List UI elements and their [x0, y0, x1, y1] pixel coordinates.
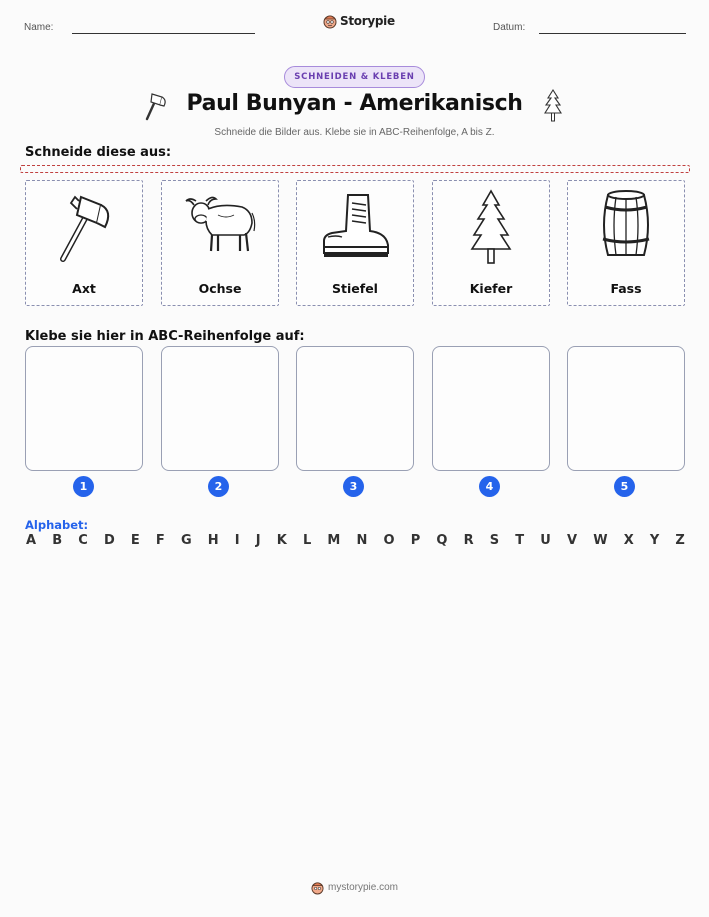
paste-box-2[interactable] [161, 346, 279, 471]
cut-section-label: Schneide diese aus: [25, 145, 172, 160]
letter: T [515, 533, 525, 548]
paste-box-1[interactable] [25, 346, 143, 471]
letter: E [130, 533, 140, 548]
letter: L [302, 533, 312, 548]
instructions: Schneide die Bilder aus. Klebe sie in ABC-Reihenfolge, A bis Z. [214, 127, 495, 138]
letter: P [410, 533, 421, 548]
name-line[interactable] [72, 33, 255, 34]
card-label: Axt [72, 281, 96, 296]
date-line[interactable] [539, 33, 686, 34]
letter: U [540, 533, 551, 548]
letter: K [276, 533, 287, 548]
cut-line [20, 165, 690, 173]
storypie-mascot-icon [311, 880, 324, 895]
number-badge-1: 1 [73, 476, 94, 497]
footer-url[interactable]: mystorypie.com [327, 882, 398, 893]
letter: Z [675, 533, 685, 548]
card-label: Ochse [198, 281, 242, 296]
paste-box-4[interactable] [432, 346, 550, 471]
brand-name: Storypie [340, 14, 395, 28]
letter: F [155, 533, 165, 548]
storypie-mascot-icon [323, 13, 337, 29]
letter: V [567, 533, 578, 548]
ox-icon [182, 191, 258, 257]
cut-card-fass[interactable] [567, 180, 685, 306]
letter: Y [649, 533, 660, 548]
letter: C [78, 533, 88, 548]
card-label: Stiefel [332, 281, 378, 296]
letter: M [327, 533, 341, 548]
alphabet-row [26, 533, 685, 548]
letter: X [623, 533, 634, 548]
page-title: Paul Bunyan - Amerikanisch [186, 91, 523, 116]
card-label: Kiefer [469, 281, 513, 296]
letter: Q [436, 533, 448, 548]
activity-badge: SCHNEIDEN & KLEBEN [284, 66, 425, 88]
axe-icon [49, 189, 119, 269]
cut-card-axt[interactable] [25, 180, 143, 306]
brand-logo [323, 13, 395, 29]
number-badge-5: 5 [614, 476, 635, 497]
paste-box-3[interactable] [296, 346, 414, 471]
barrel-icon [596, 189, 656, 261]
letter: J [255, 533, 261, 548]
pine-tree-icon [466, 189, 516, 265]
letter: A [26, 533, 37, 548]
paste-box-5[interactable] [567, 346, 685, 471]
footer [0, 880, 709, 895]
number-badge-4: 4 [479, 476, 500, 497]
letter: B [52, 533, 63, 548]
letter: N [356, 533, 368, 548]
alphabet-label: Alphabet: [25, 518, 89, 532]
letter: D [103, 533, 115, 548]
number-badge-2: 2 [208, 476, 229, 497]
letter: W [593, 533, 608, 548]
paste-section-label: Klebe sie hier in ABC-Reihenfolge auf: [25, 329, 305, 344]
cut-card-ochse[interactable] [161, 180, 279, 306]
cut-card-kiefer[interactable] [432, 180, 550, 306]
letter: S [489, 533, 500, 548]
letter: R [463, 533, 474, 548]
pine-tree-icon [541, 88, 565, 124]
name-label: Name: [24, 22, 54, 33]
letter: H [207, 533, 219, 548]
number-badge-3: 3 [343, 476, 364, 497]
card-label: Fass [610, 281, 642, 296]
cut-card-stiefel[interactable] [296, 180, 414, 306]
boot-icon [318, 191, 392, 263]
letter: G [180, 533, 192, 548]
date-label: Datum: [493, 22, 526, 33]
letter: O [383, 533, 395, 548]
letter: I [234, 533, 240, 548]
